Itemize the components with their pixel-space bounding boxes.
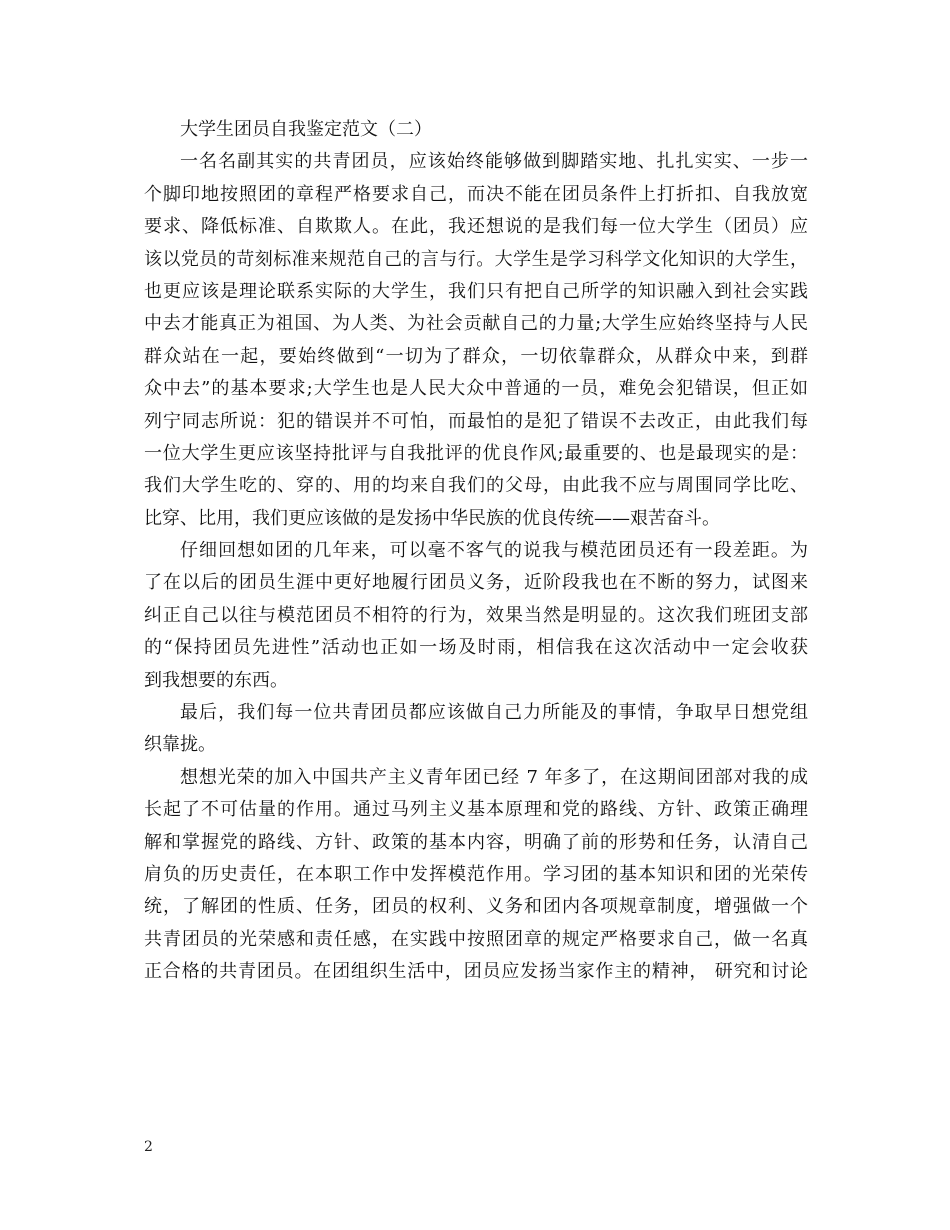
paragraph-3-line-1: 最后，我们每一位共青团员都应该做自己力所能及的事情，争取早日想党组 <box>180 702 808 724</box>
paragraph-1-line-4: 该以党员的苛刻标准来规范自己的言与行。大学生是学习科学文化知识的大学生， <box>144 248 808 270</box>
paragraph-4-line-7: 正合格的共青团员。在团组织生活中，团员应发扬当家作主的精神， 研究和讨论 <box>144 961 808 983</box>
paragraph-1-line-12: 比穿、比用，我们更应该做的是发扬中华民族的优良传统——艰苦奋斗。 <box>144 507 720 529</box>
paragraph-4-line-6: 共青团员的光荣感和责任感，在实践中按照团章的规定严格要求自己，做一名真 <box>144 928 808 950</box>
paragraph-1-line-10: 一位大学生更应该坚持批评与自我批评的优良作风;最重要的、也是最现实的是： <box>144 442 808 464</box>
paragraph-4-line-2: 长起了不可估量的作用。通过马列主义基本原理和党的路线、方针、政策正确理 <box>144 799 808 821</box>
paragraph-4-line-4: 肩负的历史责任，在本职工作中发挥模范作用。学习团的基本知识和团的光荣传 <box>144 863 808 885</box>
paragraph-2-line-4: 的“保持团员先进性”活动也正如一场及时雨，相信我在这次活动中一定会收获 <box>144 637 808 659</box>
paragraph-2-line-3: 纠正自己以往与模范团员不相符的行为，效果当然是明显的。这次我们班团支部 <box>144 604 808 626</box>
paragraph-1-line-9: 列宁同志所说：犯的错误并不可怕，而最怕的是犯了错误不去改正，由此我们每 <box>144 410 808 432</box>
page-number: 2 <box>144 1139 153 1155</box>
paragraph-4-line-3: 解和掌握党的路线、方针、政策的基本内容，明确了前的形势和任务，认清自己 <box>144 831 808 853</box>
paragraph-1-line-8: 众中去”的基本要求;大学生也是人民大众中普通的一员，难免会犯错误，但正如 <box>144 378 808 400</box>
paragraph-1-line-7: 群众站在一起，要始终做到“一切为了群众，一切依靠群众，从群众中来，到群 <box>144 345 808 367</box>
paragraph-1-line-6: 中去才能真正为祖国、为人类、为社会贡献自己的力量;大学生应始终坚持与人民 <box>144 313 808 335</box>
paragraph-1-line-3: 要求、降低标准、自欺欺人。在此，我还想说的是我们每一位大学生（团员）应 <box>144 216 808 238</box>
paragraph-1-line-5: 也更应该是理论联系实际的大学生，我们只有把自己所学的知识融入到社会实践 <box>144 280 808 302</box>
paragraph-2-line-2: 了在以后的团员生涯中更好地履行团员义务，近阶段我也在不断的努力，试图来 <box>144 572 808 594</box>
paragraph-1-line-1: 一名名副其实的共青团员，应该始终能够做到脚踏实地、扎扎实实、一步一 <box>180 151 808 173</box>
document-body <box>144 114 808 989</box>
paragraph-1-line-11: 我们大学生吃的、穿的、用的均来自我们的父母，由此我不应与周围同学比吃、 <box>144 475 808 497</box>
paragraph-4-line-5: 统，了解团的性质、任务，团员的权利、义务和团内各项规章制度，增强做一个 <box>144 896 808 918</box>
paragraph-2-line-1: 仔细回想如团的几年来，可以毫不客气的说我与模范团员还有一段差距。为 <box>180 540 808 562</box>
paragraph-2-line-5: 到我想要的东西。 <box>144 669 288 691</box>
paragraph-1-line-2: 个脚印地按照团的章程严格要求自己，而决不能在团员条件上打折扣、自我放宽 <box>144 183 808 205</box>
paragraph-3-line-2: 织靠拢。 <box>144 734 216 756</box>
document-title: 大学生团员自我鉴定范文（二） <box>180 119 432 140</box>
paragraph-4-line-1: 想想光荣的加入中国共产主义青年团已经 7 年多了，在这期间团部对我的成 <box>180 766 808 788</box>
